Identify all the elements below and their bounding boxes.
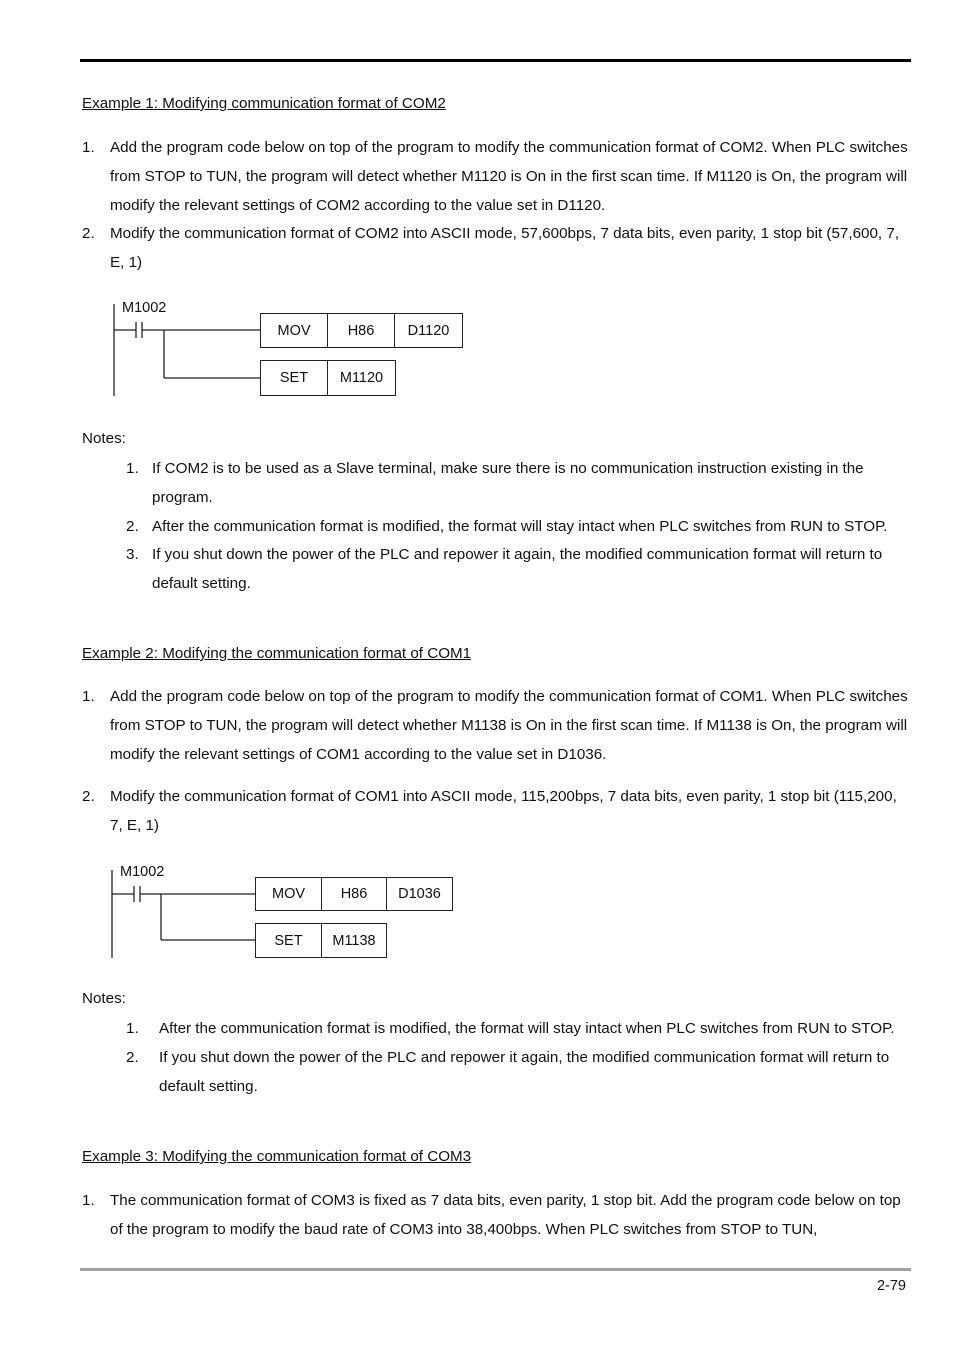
operand-cell: H86 (321, 877, 387, 911)
example-2-heading: Example 2: Modifying the communication format of COM1 (82, 645, 472, 662)
operand-cell: D1036 (386, 877, 453, 911)
note-item: 2. After the communication format is modified, the format will stay intact when PLC switches from RUN to STOP. (126, 517, 888, 535)
list-item: 1. Add the program code below on top of the program to modify the communication format of COM2. When PLC switches from STOP to TUN, the program will detect whether M1120 is On in the first scan time. If M1120 is On, the program will modify the relevant settings of COM2 according to the value set in D1120. (82, 139, 908, 214)
example-1-heading: Example 1: Modifying communication format of COM2 (82, 95, 446, 112)
list-item: 2. Modify the communication format of COM2 into ASCII mode, 57,600bps, 7 data bits, even parity, 1 stop bit (57,600, 7, E, 1) (82, 225, 900, 272)
note-item: 1. After the communication format is modified, the format will stay intact when PLC switches from RUN to STOP. (126, 1020, 895, 1037)
ladder-diagram-com1 (110, 862, 470, 962)
note-item: 2. If you shut down the power of the PLC and repower it again, the modified communication format will return to default setting. (126, 1048, 890, 1095)
example-2-list (82, 683, 910, 841)
example-1-notes (126, 455, 910, 599)
list-item: 1. Add the program code below on top of the program to modify the communication format of COM1. When PLC switches from STOP to TUN, the program will detect whether M1138 is On in the first scan time. If M1138 is On, the program will modify the relevant settings of COM1 according to the value set in D1036. (82, 688, 908, 763)
note-item: 3. If you shut down the power of the PLC and repower it again, the modified communication format will return to default setting. (126, 546, 883, 593)
notes-label: Notes: (82, 990, 126, 1007)
contact-label: M1002 (122, 300, 167, 316)
operand-cell: M1138 (321, 923, 387, 958)
operand-cell: M1120 (327, 360, 396, 396)
notes-label: Notes: (82, 430, 126, 447)
list-item: 1. The communication format of COM3 is fixed as 7 data bits, even parity, 1 stop bit. Add the program code below on top of the program to modify the baud rate of COM3 into 38,400bps. When PLC switches from STOP to TUN, (82, 1192, 901, 1238)
operand-cell: H86 (327, 313, 395, 348)
instruction-cell: SET (260, 360, 328, 396)
contact-label: M1002 (120, 864, 165, 880)
list-item: 2. Modify the communication format of COM1 into ASCII mode, 115,200bps, 7 data bits, even parity, 1 stop bit (115,200, 7, E, 1) (82, 788, 897, 835)
page-number: 2-79 (876, 1278, 906, 1294)
example-2-notes (126, 1015, 910, 1101)
ladder-diagram-com2 (112, 298, 472, 400)
instruction-cell: MOV (260, 313, 328, 348)
example-1-list (82, 134, 910, 278)
example-3-heading: Example 3: Modifying the communication format of COM3 (82, 1148, 472, 1165)
instruction-cell: SET (255, 923, 322, 958)
example-3-list (82, 1187, 910, 1245)
operand-cell: D1120 (394, 313, 463, 348)
note-item: 1. If COM2 is to be used as a Slave terminal, make sure there is no communication instruction existing in the program. (126, 460, 864, 506)
bottom-rule (80, 1268, 911, 1271)
top-rule (80, 59, 911, 62)
instruction-cell: MOV (255, 877, 322, 911)
